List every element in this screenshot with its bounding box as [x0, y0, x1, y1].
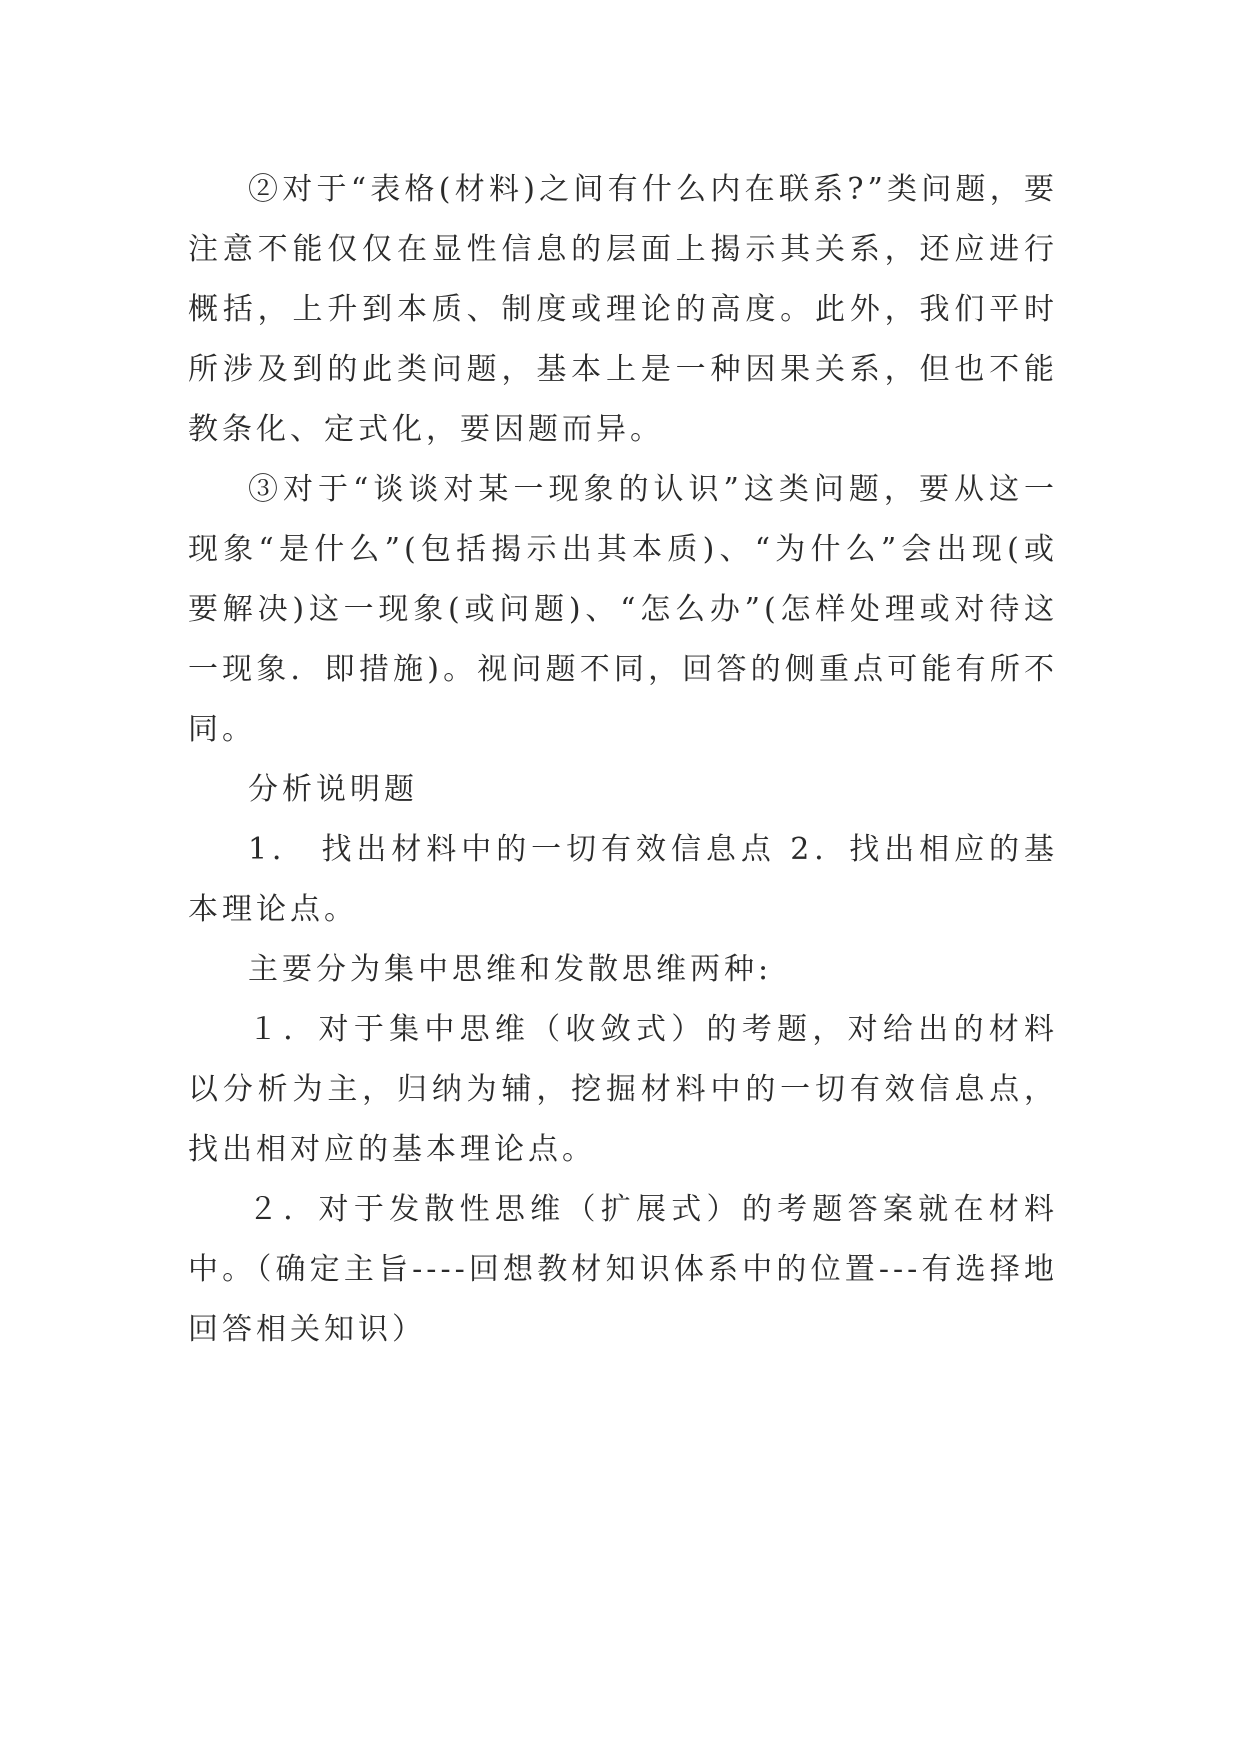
paragraph-table-relation: ②对于“表格(材料)之间有什么内在联系?”类问题，要注意不能仅仅在显性信息的层面上揭示其关系，还应进行概括，上升到本质、制度或理论的高度。此外，我们平时所涉及到的此类问题，基本上是一种因果关系，但也不能教条化、定式化，要因题而异。 — [188, 172, 1058, 447]
paragraph-convergent-thinking: １．对于集中思维（收敛式）的考题，对给出的材料以分析为主，归纳为辅，挖掘材料中的一切有效信息点，找出相对应的基本理论点。 — [188, 1012, 1058, 1167]
paragraph-phenomenon-understanding: ③对于“谈谈对某一现象的认识”这类问题，要从这一现象“是什么”(包括揭示出其本质)、“为什么”会出现(或要解决)这一现象(或问题)、“怎么办”(怎样处理或对待这一现象．即措施)。视问题不同，回答的侧重点可能有所不同。 — [188, 472, 1058, 747]
section-heading-analysis: 分析说明题 — [248, 772, 418, 807]
paragraph-thinking-types: 主要分为集中思维和发散思维两种: — [248, 952, 773, 987]
paragraph-steps: 1． 找出材料中的一切有效信息点 2．找出相应的基本理论点。 — [188, 832, 1058, 927]
document-body — [188, 160, 1058, 1360]
paragraph-divergent-thinking: ２．对于发散性思维（扩展式）的考题答案就在材料中。（确定主旨----回想教材知识体系中的位置---有选择地回答相关知识） — [188, 1192, 1058, 1347]
